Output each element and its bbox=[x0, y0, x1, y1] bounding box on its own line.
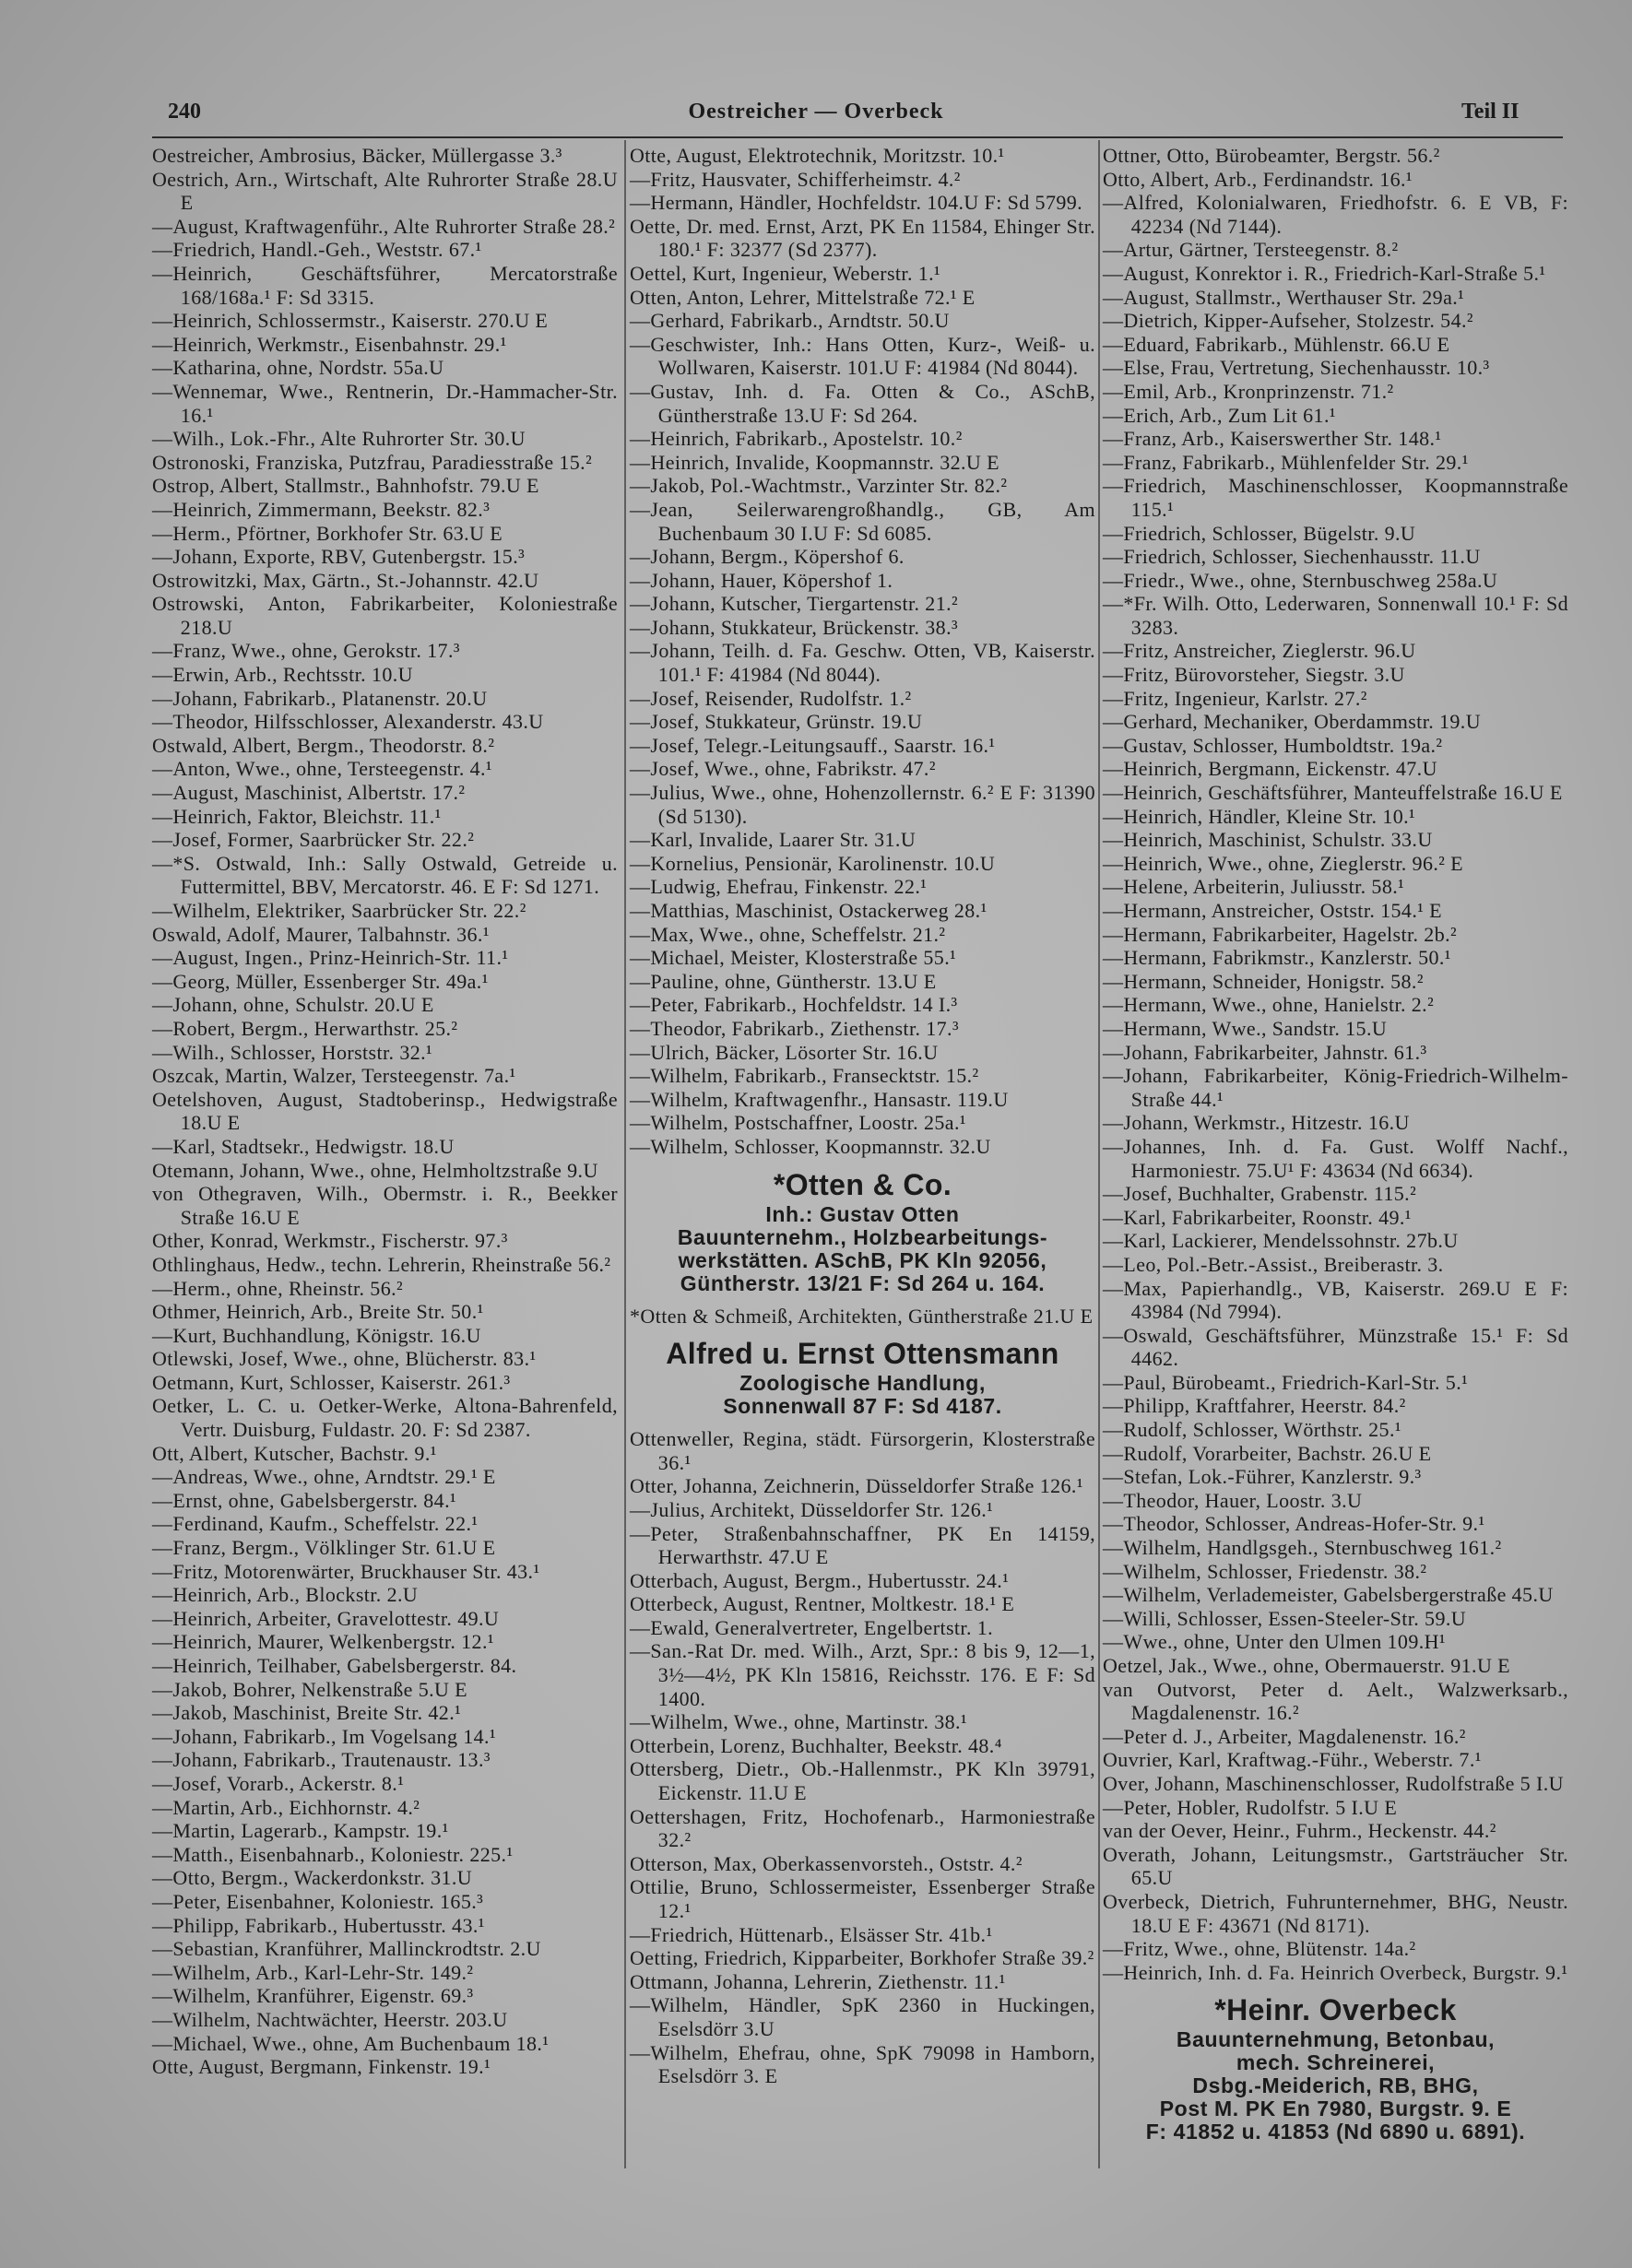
directory-entry: Oestreicher, Ambrosius, Bäcker, Müllergasse 3.³ bbox=[152, 144, 562, 167]
directory-entry: —Josef, Stukkateur, Grünstr. 19.U bbox=[630, 710, 923, 734]
directory-entry: —Josef, Wwe., ohne, Fabrikstr. 47.² bbox=[630, 757, 936, 781]
directory-entry: —Theodor, Hauer, Loostr. 3.U bbox=[1103, 1488, 1363, 1512]
directory-entry: —Heinrich, Maurer, Welkenbergstr. 12.¹ bbox=[152, 1630, 494, 1654]
directory-entry: —Franz, Wwe., ohne, Gerokstr. 17.³ bbox=[152, 639, 460, 663]
directory-entry: —Rudolf, Vorarbeiter, Bachstr. 26.U E bbox=[1103, 1441, 1432, 1465]
directory-entry: —Wwe., ohne, Unter den Ulmen 109.H¹ bbox=[1103, 1630, 1446, 1654]
directory-entry: —Kurt, Buchhandlung, Königstr. 16.U bbox=[152, 1323, 481, 1347]
directory-entry: Ottmann, Johanna, Lehrerin, Ziethenstr. 11.¹ bbox=[630, 1969, 1006, 1993]
directory-entry: Oestrich, Arn., Wirtschaft, Alte Ruhrorter Straße 28.U E bbox=[152, 167, 618, 215]
directory-entry: —Wilhelm, Schlosser, Koopmannstr. 32.U bbox=[630, 1134, 991, 1158]
directory-entry: —Wilhelm, Postschaffner, Loostr. 25a.¹ bbox=[630, 1111, 966, 1135]
directory-entry: Overbeck, Dietrich, Fuhrunternehmer, BHG, Neustr. 18.U E F: 43671 (Nd 8171). bbox=[1103, 1889, 1568, 1937]
directory-entry: Ostrop, Albert, Stallmstr., Bahnhofstr. 79.U E bbox=[152, 474, 539, 498]
directory-entry: —Heinrich, Geschäftsführer, Mercatorstraße 168/168a.¹ F: Sd 3315. bbox=[152, 261, 618, 309]
header-rule bbox=[152, 136, 1563, 138]
directory-entry: —Johann, Exporte, RBV, Gutenbergstr. 15.³ bbox=[152, 545, 526, 569]
directory-entry: —Johann, Stukkateur, Brückenstr. 38.³ bbox=[630, 615, 958, 639]
directory-entry: —Wilhelm, Händler, SpK 2360 in Huckingen, Eselsdörr 3.U bbox=[630, 1993, 1095, 2040]
directory-entry: —Fritz, Wwe., ohne, Blütenstr. 14a.² bbox=[1103, 1937, 1416, 1961]
directory-entry: —Josef, Vorarb., Ackerstr. 8.¹ bbox=[152, 1771, 405, 1795]
advertisement-block bbox=[630, 1166, 1095, 1295]
directory-entry: —Martin, Arb., Eichhornstr. 4.² bbox=[152, 1795, 420, 1819]
directory-entry: —Wilhelm, Wwe., ohne, Martinstr. 38.¹ bbox=[630, 1710, 967, 1734]
directory-entry: —August, Konrektor i. R., Friedrich-Karl-Straße 5.¹ bbox=[1103, 261, 1546, 285]
directory-entry: —Johann, Hauer, Köpershof 1. bbox=[630, 568, 893, 592]
directory-entry: Overath, Johann, Leitungsmstr., Gartsträucher Str. 65.U bbox=[1103, 1842, 1568, 1890]
directory-column-2 bbox=[630, 144, 1095, 2088]
directory-entry: —Heinrich, Invalide, Koopmannstr. 32.U E bbox=[630, 450, 999, 474]
directory-entry: Otterson, Max, Oberkassenvorsteh., Oststr. 4.² bbox=[630, 1851, 1023, 1875]
directory-entry: —Heinrich, Wwe., ohne, Zieglerstr. 96.² E bbox=[1103, 851, 1463, 875]
directory-entry: —Heinrich, Händler, Kleine Str. 10.¹ bbox=[1103, 804, 1416, 828]
directory-entry: —Peter d. J., Arbeiter, Magdalenenstr. 16.² bbox=[1103, 1724, 1466, 1748]
directory-entry: Ottilie, Bruno, Schlossermeister, Essenberger Straße 12.¹ bbox=[630, 1875, 1095, 1922]
directory-entry: Otemann, Johann, Wwe., ohne, Helmholtzstraße 9.U bbox=[152, 1158, 598, 1182]
directory-entry: Ottersberg, Dietr., Ob.-Hallenmstr., PK Kln 39791, Eickenstr. 11.U E bbox=[630, 1757, 1095, 1805]
directory-entry: —Gerhard, Fabrikarb., Arndtstr. 50.U bbox=[630, 309, 950, 333]
directory-entry: —Ferdinand, Kaufm., Scheffelstr. 22.¹ bbox=[152, 1512, 479, 1536]
directory-entry: —August, Maschinist, Albertstr. 17.² bbox=[152, 781, 466, 805]
directory-entry: —Hermann, Schneider, Honigstr. 58.² bbox=[1103, 969, 1424, 993]
directory-entry: Ottenweller, Regina, städt. Fürsorgerin, Klosterstraße 36.¹ bbox=[630, 1427, 1095, 1474]
directory-entry: —Hermann, Händler, Hochfeldstr. 104.U F: Sd 5799. bbox=[630, 191, 1083, 215]
directory-entry: —Hermann, Anstreicher, Oststr. 154.¹ E bbox=[1103, 899, 1442, 922]
directory-entry: —Wilhelm, Arb., Karl-Lehr-Str. 149.² bbox=[152, 1960, 474, 1984]
directory-entry: —Wilhelm, Nachtwächter, Heerstr. 203.U bbox=[152, 2007, 508, 2031]
directory-entry: Oetzel, Jak., Wwe., ohne, Obermauerstr. 91.U E bbox=[1103, 1654, 1510, 1677]
directory-entry: —Andreas, Wwe., ohne, Arndtstr. 29.¹ E bbox=[152, 1465, 496, 1489]
directory-entry: —August, Kraftwagenführ., Alte Ruhrorter Straße 28.² bbox=[152, 214, 616, 238]
directory-entry: —Eduard, Fabrikarb., Mühlenstr. 66.U E bbox=[1103, 332, 1450, 356]
directory-entry: —Jakob, Maschinist, Breite Str. 42.¹ bbox=[152, 1701, 462, 1725]
page-number: 240 bbox=[168, 100, 201, 124]
advertisement-line: F: 41852 u. 41853 (Nd 6890 u. 6891). bbox=[1145, 2120, 1526, 2144]
directory-entry: —Wilhelm, Verlademeister, Gabelsbergerstraße 45.U bbox=[1103, 1583, 1554, 1607]
directory-entry: Othlinghaus, Hedw., techn. Lehrerin, Rheinstraße 56.² bbox=[152, 1252, 611, 1276]
directory-entry: —Johann, ohne, Schulstr. 20.U E bbox=[152, 993, 434, 1017]
directory-entry: —Heinrich, Werkmstr., Eisenbahnstr. 29.¹ bbox=[152, 332, 507, 356]
advertisement-title: *Otten & Co. bbox=[773, 1167, 952, 1201]
directory-entry: —Friedrich, Hüttenarb., Elsässer Str. 41b.¹ bbox=[630, 1922, 993, 1946]
column-divider bbox=[624, 140, 626, 2168]
directory-entry: —Kornelius, Pensionär, Karolinenstr. 10.U bbox=[630, 851, 996, 875]
directory-entry: —Wennemar, Wwe., Rentnerin, Dr.-Hammacher-Str. 16.¹ bbox=[152, 379, 618, 427]
directory-entry: —Heinrich, Zimmermann, Beekstr. 82.³ bbox=[152, 497, 491, 521]
advertisement-line: mech. Schreinerei, bbox=[1236, 2050, 1436, 2075]
directory-entry: —Wilh., Schlosser, Horststr. 32.¹ bbox=[152, 1040, 433, 1064]
directory-entry: —Max, Wwe., ohne, Scheffelstr. 21.² bbox=[630, 922, 946, 946]
directory-entry: Oswald, Adolf, Maurer, Talbahnstr. 36.¹ bbox=[152, 922, 490, 946]
directory-entry: —Johann, Fabrikarb., Trautenaustr. 13.³ bbox=[152, 1748, 491, 1772]
directory-entry: —Johann, Bergm., Köpershof 6. bbox=[630, 545, 905, 569]
directory-entry: —*Fr. Wilh. Otto, Lederwaren, Sonnenwall 10.¹ F: Sd 3283. bbox=[1103, 592, 1568, 639]
directory-entry: —Johann, Fabrikarbeiter, König-Friedrich-Wilhelm-Straße 44.¹ bbox=[1103, 1064, 1568, 1111]
directory-entry: —Johann, Werkmstr., Hitzestr. 16.U bbox=[1103, 1111, 1410, 1135]
directory-entry: —Ernst, ohne, Gabelsbergerstr. 84.¹ bbox=[152, 1488, 456, 1512]
directory-entry: —Herm., Pförtner, Borkhofer Str. 63.U E bbox=[152, 521, 503, 545]
directory-entry: —Georg, Müller, Essenberger Str. 49a.¹ bbox=[152, 969, 489, 993]
directory-entry: —Heinrich, Arb., Blockstr. 2.U bbox=[152, 1583, 419, 1607]
directory-entry: —Friedrich, Maschinenschlosser, Koopmannstraße 115.¹ bbox=[1103, 474, 1568, 521]
directory-entry: —Gustav, Schlosser, Humboldtstr. 19a.² bbox=[1103, 733, 1443, 757]
directory-entry: —Heinrich, Faktor, Bleichstr. 11.¹ bbox=[152, 804, 442, 828]
directory-entry: —Stefan, Lok.-Führer, Kanzlerstr. 9.³ bbox=[1103, 1465, 1422, 1489]
directory-entry: —Wilhelm, Ehefrau, ohne, SpK 79098 in Hamborn, Eselsdörr 3. E bbox=[630, 2040, 1095, 2088]
directory-entry: —Johann, Kutscher, Tiergartenstr. 21.² bbox=[630, 592, 958, 616]
directory-entry: —Herm., ohne, Rheinstr. 56.² bbox=[152, 1276, 403, 1300]
directory-entry: Oetker, L. C. u. Oetker-Werke, Altona-Bahrenfeld, Vertr. Duisburg, Fuldastr. 20. F: Sd 2387. bbox=[152, 1394, 618, 1442]
directory-entry: —Martin, Lagerarb., Kampstr. 19.¹ bbox=[152, 1819, 449, 1843]
directory-entry: —Heinrich, Arbeiter, Gravelottestr. 49.U bbox=[152, 1606, 500, 1630]
directory-entry: —Matthias, Maschinist, Ostackerweg 28.¹ bbox=[630, 899, 987, 922]
directory-entry: —Fritz, Hausvater, Schifferheimstr. 4.² bbox=[630, 167, 961, 191]
directory-entry: *Otten & Schmeiß, Architekten, Güntherstraße 21.U E bbox=[630, 1304, 1094, 1328]
directory-entry: —August, Stallmstr., Werthauser Str. 29a.¹ bbox=[1103, 285, 1465, 309]
directory-entry: —Hermann, Wwe., ohne, Hanielstr. 2.² bbox=[1103, 993, 1435, 1017]
directory-entry: —Friedrich, Schlosser, Siechenhausstr. 11.U bbox=[1103, 545, 1481, 569]
directory-entry: Oette, Dr. med. Ernst, Arzt, PK En 11584, Ehinger Str. 180.¹ F: 32377 (Sd 2377). bbox=[630, 214, 1095, 262]
directory-entry: —Johann, Fabrikarbeiter, Jahnstr. 61.³ bbox=[1103, 1040, 1427, 1064]
directory-entry: —Wilh., Lok.-Fhr., Alte Ruhrorter Str. 30.U bbox=[152, 427, 526, 451]
directory-entry: —San.-Rat Dr. med. Wilh., Arzt, Spr.: 8 bis 9, 12—1, 3½—4½, PK Kln 15816, Reichsstr. 176. E F: Sd 1400. bbox=[630, 1639, 1095, 1710]
advertisement-line: Dsbg.-Meiderich, RB, BHG, bbox=[1192, 2073, 1479, 2098]
directory-entry: Ostwald, Albert, Bergm., Theodorstr. 8.² bbox=[152, 733, 495, 757]
advertisement-line: Post M. PK En 7980, Burgstr. 9. E bbox=[1159, 2097, 1512, 2121]
directory-column-3 bbox=[1103, 144, 1568, 2153]
advertisement-title: Alfred u. Ernst Ottensmann bbox=[666, 1337, 1059, 1371]
directory-entry: —Wilhelm, Schlosser, Friedenstr. 38.² bbox=[1103, 1559, 1427, 1583]
advertisement-line: Sonnenwall 87 F: Sd 4187. bbox=[723, 1394, 1002, 1419]
directory-entry: Otter, Johanna, Zeichnerin, Düsseldorfer Straße 126.¹ bbox=[630, 1474, 1083, 1498]
directory-entry: —Johann, Teilh. d. Fa. Geschw. Otten, VB, Kaiserstr. 101.¹ F: 41984 (Nd 8044). bbox=[630, 639, 1095, 687]
directory-entry: von Othegraven, Wilh., Obermstr. i. R., Beekker Straße 16.U E bbox=[152, 1182, 618, 1229]
directory-entry: —Fritz, Bürovorsteher, Siegstr. 3.U bbox=[1103, 663, 1405, 687]
directory-entry: —Hermann, Wwe., Sandstr. 15.U bbox=[1103, 1016, 1388, 1040]
directory-entry: van der Oever, Heinr., Fuhrm., Heckenstr. 44.² bbox=[1103, 1819, 1496, 1843]
directory-entry: Over, Johann, Maschinenschlosser, Rudolfstraße 5 I.U bbox=[1103, 1771, 1564, 1795]
directory-entry: —Josef, Telegr.-Leitungsauff., Saarstr. 16.¹ bbox=[630, 733, 996, 757]
directory-entry: —Friedr., Wwe., ohne, Sternbuschweg 258a.U bbox=[1103, 568, 1498, 592]
directory-entry: Oettel, Kurt, Ingenieur, Weberstr. 1.¹ bbox=[630, 261, 941, 285]
directory-entry: —Jakob, Pol.-Wachtmstr., Varzinter Str. 82.² bbox=[630, 474, 1008, 498]
directory-entry: —Franz, Fabrikarb., Mühlenfelder Str. 29.¹ bbox=[1103, 450, 1469, 474]
directory-entry: —Heinrich, Maschinist, Schulstr. 33.U bbox=[1103, 828, 1433, 852]
directory-entry: —Franz, Bergm., Völklinger Str. 61.U E bbox=[152, 1536, 496, 1560]
directory-entry: Other, Konrad, Werkmstr., Fischerstr. 97.³ bbox=[152, 1229, 508, 1253]
directory-entry: Oszcak, Martin, Walzer, Tersteegenstr. 7a.¹ bbox=[152, 1064, 516, 1088]
directory-entry: —Willi, Schlosser, Essen-Steeler-Str. 59.U bbox=[1103, 1606, 1467, 1630]
directory-entry: —Wilhelm, Kranführer, Eigenstr. 69.³ bbox=[152, 1984, 474, 2008]
directory-entry: —Erwin, Arb., Rechtsstr. 10.U bbox=[152, 663, 413, 687]
directory-entry: —Johann, Fabrikarb., Platanenstr. 20.U bbox=[152, 686, 488, 710]
advertisement-title: *Heinr. Overbeck bbox=[1214, 1993, 1457, 2027]
directory-entry: —Peter, Hobler, Rudolfstr. 5 I.U E bbox=[1103, 1795, 1398, 1819]
directory-entry: —Gustav, Inh. d. Fa. Otten & Co., ASchB, Güntherstraße 13.U F: Sd 264. bbox=[630, 379, 1095, 427]
directory-entry: —Heinrich, Teilhaber, Gabelsbergerstr. 84. bbox=[152, 1654, 517, 1677]
directory-entry: —Heinrich, Geschäftsführer, Manteuffelstraße 16.U E bbox=[1103, 781, 1563, 805]
directory-entry: —Leo, Pol.-Betr.-Assist., Breiberastr. 3. bbox=[1103, 1252, 1444, 1276]
advertisement-line: Inh.: Gustav Otten bbox=[765, 1201, 960, 1226]
directory-entry: —Peter, Eisenbahner, Koloniestr. 165.³ bbox=[152, 1889, 484, 1913]
directory-entry: —Josef, Buchhalter, Grabenstr. 115.² bbox=[1103, 1182, 1417, 1206]
directory-entry: Oetting, Friedrich, Kipparbeiter, Borkhofer Straße 39.² bbox=[630, 1946, 1094, 1970]
directory-entry: —Josef, Former, Saarbrücker Str. 22.² bbox=[152, 828, 475, 852]
directory-entry: —Julius, Wwe., ohne, Hohenzollernstr. 6.² E F: 31390 (Sd 5130). bbox=[630, 781, 1095, 828]
directory-entry: —Josef, Reisender, Rudolfstr. 1.² bbox=[630, 686, 912, 710]
directory-entry: —Ewald, Generalvertreter, Engelbertstr. 1. bbox=[630, 1615, 994, 1639]
directory-entry: —Otto, Bergm., Wackerdonkstr. 31.U bbox=[152, 1866, 473, 1890]
directory-entry: —Erich, Arb., Zum Lit 61.¹ bbox=[1103, 403, 1336, 427]
directory-column-1 bbox=[152, 144, 618, 2079]
advertisement-line: Zoologische Handlung, bbox=[739, 1371, 986, 1396]
advertisement-block bbox=[1103, 1991, 1568, 2144]
directory-entry: —Else, Frau, Vertretung, Siechenhausstr. 10.³ bbox=[1103, 356, 1490, 380]
directory-entry: —Geschwister, Inh.: Hans Otten, Kurz-, Weiß- u. Wollwaren, Kaiserstr. 101.U F: 41984 (Nd 8044). bbox=[630, 332, 1095, 380]
directory-entry: —Friedrich, Handl.-Geh., Weststr. 67.¹ bbox=[152, 238, 482, 262]
part-label: Teil II bbox=[1461, 100, 1520, 124]
directory-entry: —Fritz, Ingenieur, Karlstr. 27.² bbox=[1103, 686, 1367, 710]
directory-entry: —*S. Ostwald, Inh.: Sally Ostwald, Getreide u. Futtermittel, BBV, Mercatorstr. 46. E F: Sd 1271. bbox=[152, 851, 618, 899]
directory-entry: —Peter, Straßenbahnschaffner, PK En 14159, Herwarthstr. 47.U E bbox=[630, 1521, 1095, 1569]
directory-entry: —Johann, Fabrikarb., Im Vogelsang 14.¹ bbox=[152, 1724, 496, 1748]
directory-entry: —Pauline, ohne, Güntherstr. 13.U E bbox=[630, 969, 937, 993]
directory-entry: —Wilhelm, Elektriker, Saarbrücker Str. 22.² bbox=[152, 899, 526, 922]
directory-entry: —Friedrich, Schlosser, Bügelstr. 9.U bbox=[1103, 521, 1416, 545]
directory-entry: —Theodor, Fabrikarb., Ziethenstr. 17.³ bbox=[630, 1016, 959, 1040]
directory-entry: van Outvorst, Peter d. Aelt., Walzwerksarb., Magdalenenstr. 16.² bbox=[1103, 1677, 1568, 1725]
directory-entry: —Heinrich, Inh. d. Fa. Heinrich Overbeck, Burgstr. 9.¹ bbox=[1103, 1960, 1568, 1984]
directory-entry: —Hermann, Fabrikmstr., Kanzlerstr. 50.¹ bbox=[1103, 946, 1451, 970]
directory-entry: —Hermann, Fabrikarbeiter, Hagelstr. 2b.² bbox=[1103, 922, 1457, 946]
advertisement-line: werkstätten. ASchB, PK Kln 92056, bbox=[678, 1247, 1047, 1272]
directory-entry: —Heinrich, Fabrikarb., Apostelstr. 10.² bbox=[630, 427, 963, 451]
directory-entry: —Fritz, Motorenwärter, Bruckhauser Str. 43.¹ bbox=[152, 1559, 540, 1583]
directory-entry: —Theodor, Schlosser, Andreas-Hofer-Str. 9.¹ bbox=[1103, 1512, 1485, 1536]
directory-entry: Oetelshoven, August, Stadtoberinsp., Hedwigstraße 18.U E bbox=[152, 1087, 618, 1135]
directory-entry: Oettershagen, Fritz, Hochofenarb., Harmoniestraße 32.² bbox=[630, 1804, 1095, 1852]
directory-entry: —Max, Papierhandlg., VB, Kaiserstr. 269.U E F: 43984 (Nd 7994). bbox=[1103, 1276, 1568, 1324]
directory-entry: —Johannes, Inh. d. Fa. Gust. Wolff Nachf., Harmoniestr. 75.U¹ F: 43634 (Nd 6634). bbox=[1103, 1134, 1568, 1182]
directory-entry: —Anton, Wwe., ohne, Tersteegenstr. 4.¹ bbox=[152, 757, 492, 781]
directory-entry: —Ulrich, Bäcker, Lösorter Str. 16.U bbox=[630, 1040, 939, 1064]
directory-entry: —Heinrich, Bergmann, Eickenstr. 47.U bbox=[1103, 757, 1437, 781]
directory-entry: Ottner, Otto, Bürobeamter, Bergstr. 56.² bbox=[1103, 144, 1440, 167]
directory-entry: —Michael, Wwe., ohne, Am Buchenbaum 18.¹ bbox=[152, 2031, 550, 2055]
directory-entry: Otte, August, Bergmann, Finkenstr. 19.¹ bbox=[152, 2055, 491, 2079]
directory-entry: Ouvrier, Karl, Kraftwag.-Führ., Weberstr. 7.¹ bbox=[1103, 1748, 1482, 1772]
directory-entry: —Philipp, Kraftfahrer, Heerstr. 84.² bbox=[1103, 1394, 1406, 1418]
directory-entry: Ostrowitzki, Max, Gärtn., St.-Johannstr. 42.U bbox=[152, 568, 539, 592]
column-divider bbox=[1098, 140, 1100, 2168]
directory-entry: —Wilhelm, Handlgsgeh., Sternbuschweg 161.² bbox=[1103, 1536, 1502, 1560]
directory-entry: Otte, August, Elektrotechnik, Moritzstr. 10.¹ bbox=[630, 144, 1005, 167]
directory-entry: —Peter, Fabrikarb., Hochfeldstr. 14 I.³ bbox=[630, 993, 958, 1017]
directory-entry: —Matth., Eisenbahnarb., Koloniestr. 225.¹ bbox=[152, 1842, 514, 1866]
directory-entry: —Rudolf, Schlosser, Wörthstr. 25.¹ bbox=[1103, 1418, 1401, 1442]
advertisement-block bbox=[630, 1335, 1095, 1418]
directory-entry: —Karl, Lackierer, Mendelssohnstr. 27b.U bbox=[1103, 1229, 1459, 1253]
directory-entry: —Wilhelm, Kraftwagenfhr., Hansastr. 119.U bbox=[630, 1087, 1009, 1111]
directory-entry: —Karl, Invalide, Laarer Str. 31.U bbox=[630, 828, 917, 852]
directory-entry: Otlewski, Josef, Wwe., ohne, Blücherstr. 83.¹ bbox=[152, 1347, 537, 1371]
directory-entry: —Emil, Arb., Kronprinzenstr. 71.² bbox=[1103, 379, 1394, 403]
directory-entry: —Franz, Arb., Kaiserswerther Str. 148.¹ bbox=[1103, 427, 1442, 451]
directory-entry: —Helene, Arbeiterin, Juliusstr. 58.¹ bbox=[1103, 875, 1405, 899]
directory-entry: Otterbach, August, Bergm., Hubertusstr. 24.¹ bbox=[630, 1568, 1010, 1592]
directory-entry: —Oswald, Geschäftsführer, Münzstraße 15.¹ F: Sd 4462. bbox=[1103, 1323, 1568, 1371]
advertisement-line: Güntherstr. 13/21 F: Sd 264 u. 164. bbox=[680, 1270, 1046, 1295]
directory-entry: —Wilhelm, Fabrikarb., Fransecktstr. 15.² bbox=[630, 1064, 979, 1088]
directory-entry: Ostrowski, Anton, Fabrikarbeiter, Koloniestraße 218.U bbox=[152, 592, 618, 639]
directory-entry: Otto, Albert, Arb., Ferdinandstr. 16.¹ bbox=[1103, 167, 1413, 191]
directory-entry: —Jakob, Bohrer, Nelkenstraße 5.U E bbox=[152, 1677, 468, 1701]
directory-entry: —Ludwig, Ehefrau, Finkenstr. 22.¹ bbox=[630, 875, 928, 899]
directory-entry: —Theodor, Hilfsschlosser, Alexanderstr. 43.U bbox=[152, 710, 544, 734]
directory-entry: —Philipp, Fabrikarb., Hubertusstr. 43.¹ bbox=[152, 1913, 485, 1937]
running-title: Oestreicher — Overbeck bbox=[688, 100, 944, 124]
directory-entry: —Julius, Architekt, Düsseldorfer Str. 126.¹ bbox=[630, 1497, 994, 1521]
directory-entry: —Michael, Meister, Klosterstraße 55.¹ bbox=[630, 946, 957, 970]
directory-entry: —Gerhard, Mechaniker, Oberdammstr. 19.U bbox=[1103, 710, 1481, 734]
directory-entry: Ostronoski, Franziska, Putzfrau, Paradiesstraße 15.² bbox=[152, 450, 593, 474]
directory-entry: Ott, Albert, Kutscher, Bachstr. 9.¹ bbox=[152, 1441, 437, 1465]
directory-entry: Othmer, Heinrich, Arb., Breite Str. 50.¹ bbox=[152, 1300, 484, 1324]
directory-entry: —Sebastian, Kranführer, Mallinckrodtstr. 2.U bbox=[152, 1937, 541, 1961]
directory-entry: —Dietrich, Kipper-Aufseher, Stolzestr. 54.² bbox=[1103, 309, 1473, 333]
directory-entry: —Jean, Seilerwarengroßhandlg., GB, Am Buchenbaum 30 I.U F: Sd 6085. bbox=[630, 497, 1095, 545]
directory-entry: —August, Ingen., Prinz-Heinrich-Str. 11.¹ bbox=[152, 946, 509, 970]
directory-entry: —Artur, Gärtner, Tersteegenstr. 8.² bbox=[1103, 238, 1399, 262]
directory-entry: —Katharina, ohne, Nordstr. 55a.U bbox=[152, 356, 444, 380]
advertisement-line: Bauunternehm., Holzbearbeitungs- bbox=[677, 1224, 1048, 1249]
directory-entry: —Alfred, Kolonialwaren, Friedhofstr. 6. E VB, F: 42234 (Nd 7144). bbox=[1103, 191, 1568, 238]
directory-entry: —Heinrich, Schlossermstr., Kaiserstr. 270.U E bbox=[152, 309, 549, 333]
directory-entry: —Robert, Bergm., Herwarthstr. 25.² bbox=[152, 1016, 458, 1040]
directory-entry: —Paul, Bürobeamt., Friedrich-Karl-Str. 5.¹ bbox=[1103, 1370, 1469, 1394]
directory-entry: Otterbeck, August, Rentner, Moltkestr. 18.¹ E bbox=[630, 1592, 1015, 1616]
directory-entry: —Karl, Stadtsekr., Hedwigstr. 18.U bbox=[152, 1134, 455, 1158]
directory-entry: Oetmann, Kurt, Schlosser, Kaiserstr. 261.³ bbox=[152, 1370, 511, 1394]
directory-entry: Otten, Anton, Lehrer, Mittelstraße 72.¹ E bbox=[630, 285, 976, 309]
advertisement-line: Bauunternehmung, Betonbau, bbox=[1176, 2027, 1496, 2052]
directory-entry: Otterbein, Lorenz, Buchhalter, Beekstr. 48.⁴ bbox=[630, 1733, 1002, 1757]
directory-entry: —Fritz, Anstreicher, Zieglerstr. 96.U bbox=[1103, 639, 1416, 663]
directory-entry: —Karl, Fabrikarbeiter, Roonstr. 49.¹ bbox=[1103, 1205, 1412, 1229]
